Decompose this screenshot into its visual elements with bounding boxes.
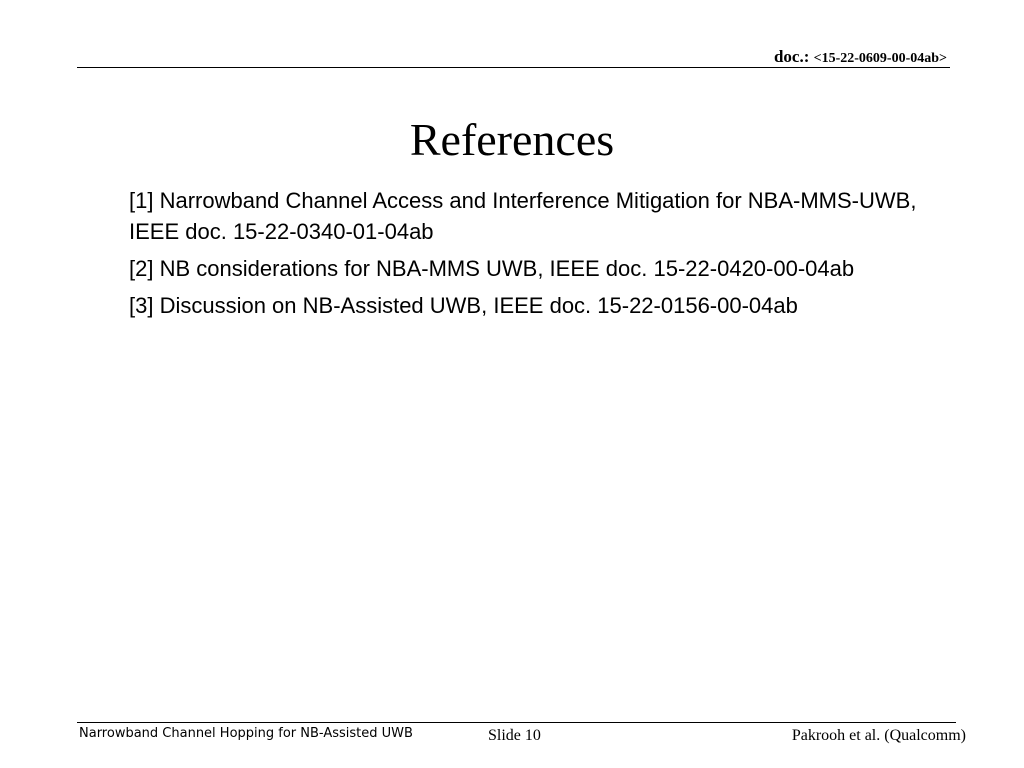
footer-divider <box>77 722 956 723</box>
reference-item-2: [2] NB considerations for NBA-MMS UWB, IEEE doc. 15-22-0420-00-04ab <box>129 256 855 281</box>
doc-label: doc.: <box>773 47 814 66</box>
footer-author: Pakrooh et al. (Qualcomm) <box>791 727 966 744</box>
header-divider <box>77 67 950 68</box>
doc-number: <15-22-0609-00-04ab> <box>813 51 947 66</box>
reference-list <box>129 185 929 327</box>
document-number-header <box>774 47 947 67</box>
reference-item-3: [3] Discussion on NB-Assisted UWB, IEEE doc. 15-22-0156-00-04ab <box>129 293 798 318</box>
footer-slide-number: Slide 10 <box>488 727 541 744</box>
slide-title: References <box>409 114 615 165</box>
reference-item-1: [1] Narrowband Channel Access and Interference Mitigation for NBA-MMS-UWB, IEEE doc. 15-22-0340-01-04ab <box>129 188 917 244</box>
footer-presentation-title: Narrowband Channel Hopping for NB-Assisted UWB <box>79 726 413 741</box>
